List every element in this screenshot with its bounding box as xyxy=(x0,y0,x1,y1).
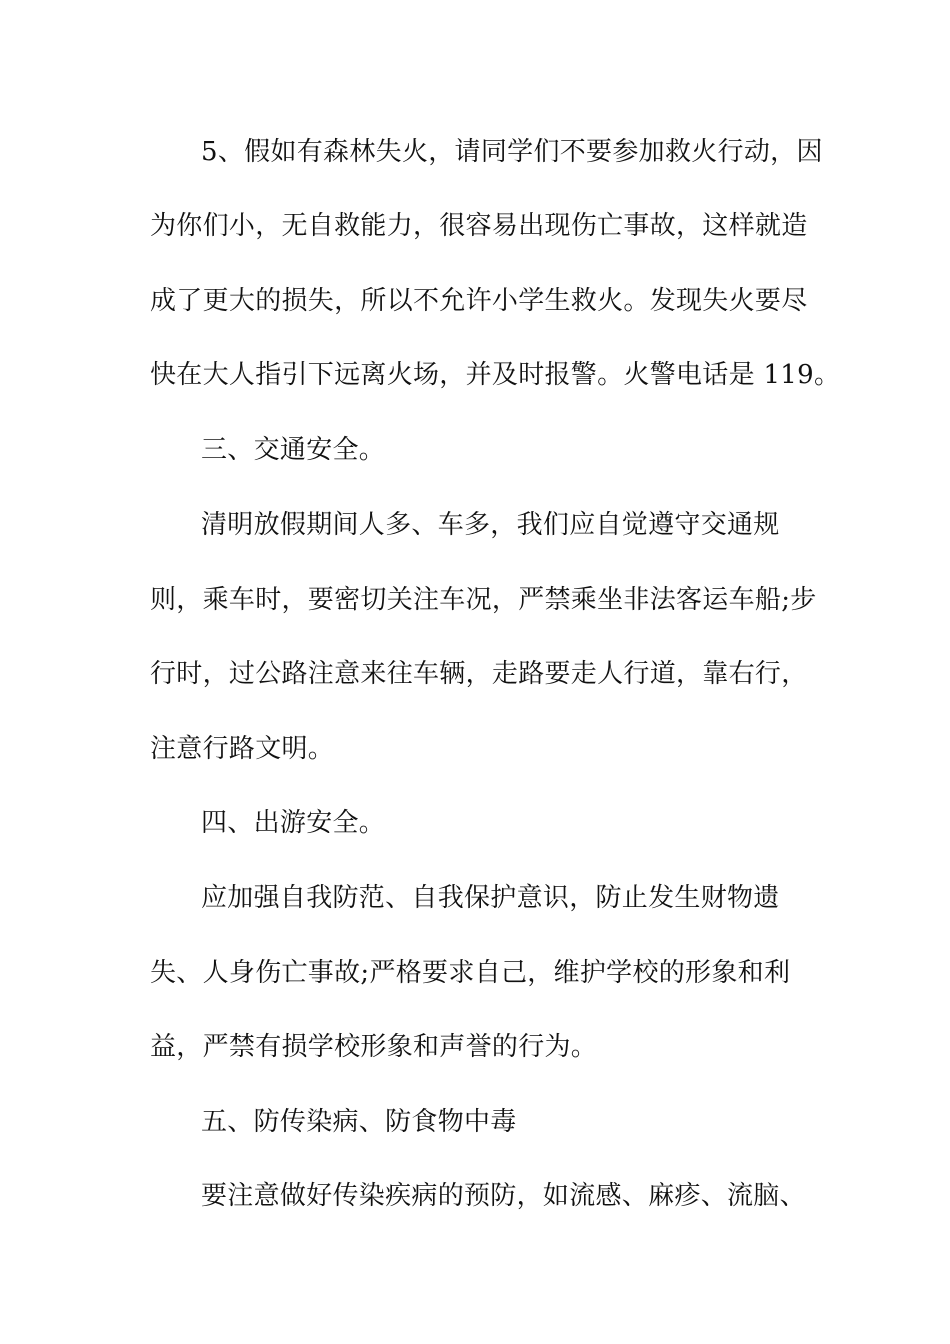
section-heading-disease: 五、防传染病、防食物中毒 xyxy=(201,1107,517,1137)
paragraph-traffic-line-2: 则，乘车时，要密切关注车况，严禁乘坐非法客运车船;步 xyxy=(150,585,817,615)
paragraph-traffic-line-4: 注意行路文明。 xyxy=(150,734,335,764)
paragraph-fire-line-1: 5、假如有森林失火，请同学们不要参加救火行动，因 xyxy=(201,137,823,167)
paragraph-travel-line-1: 应加强自我防范、自我保护意识，防止发生财物遗 xyxy=(201,883,780,913)
paragraph-disease-line-1: 要注意做好传染疾病的预防，如流感、麻疹、流脑、 xyxy=(201,1181,806,1211)
paragraph-travel-line-3: 益，严禁有损学校形象和声誉的行为。 xyxy=(150,1032,598,1062)
paragraph-fire-line-3: 成了更大的损失，所以不允许小学生救火。发现失火要尽 xyxy=(150,286,808,316)
paragraph-travel-line-2: 失、人身伤亡事故;严格要求自己，维护学校的形象和利 xyxy=(150,958,791,988)
paragraph-fire-line-4: 快在大人指引下远离火场，并及时报警。火警电话是 119。 xyxy=(150,360,841,390)
paragraph-fire-line-2: 为你们小，无自救能力，很容易出现伤亡事故，这样就造 xyxy=(150,211,808,241)
paragraph-traffic-line-3: 行时，过公路注意来往车辆，走路要走人行道，靠右行， xyxy=(150,659,808,689)
paragraph-traffic-line-1: 清明放假期间人多、车多，我们应自觉遵守交通规 xyxy=(201,510,780,540)
section-heading-travel: 四、出游安全。 xyxy=(201,808,386,838)
section-heading-traffic: 三、交通安全。 xyxy=(201,435,386,465)
